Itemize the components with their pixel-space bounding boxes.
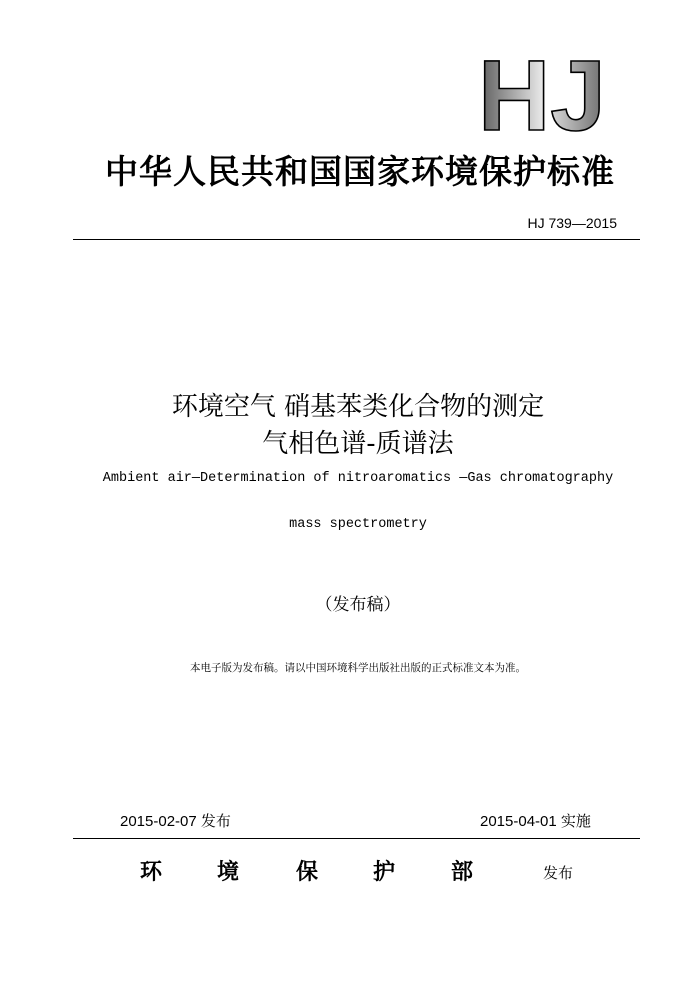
top-divider <box>73 239 640 240</box>
issuer-char: 环 <box>140 859 163 885</box>
english-title-line1: Ambient air—Determination of nitroaromatics —Gas chromatography <box>102 471 614 486</box>
issuer-suffix: 发布 <box>543 864 574 882</box>
issuer-char: 部 <box>451 859 474 885</box>
standard-number: HJ 739—2015 <box>527 215 617 231</box>
issuer-char: 保 <box>296 859 319 885</box>
chinese-title-line2: 气相色谱-质谱法 <box>262 429 454 459</box>
bottom-divider <box>73 838 640 839</box>
issue-date: 2015-02-07 发布 <box>120 813 231 830</box>
notice-text: 本电子版为发布稿。请以中国环境科学出版社出版的正式标准文本为准。 <box>190 662 526 674</box>
page-title: 中华人民共和国国家环境保护标准 <box>105 152 615 191</box>
issuer-char: 护 <box>373 859 396 885</box>
draft-label: （发布稿） <box>315 595 401 615</box>
english-title-line2: mass spectrometry <box>289 517 427 532</box>
hj-logo <box>478 50 608 138</box>
issuer-char: 境 <box>217 859 240 885</box>
implementation-date: 2015-04-01 实施 <box>480 813 591 830</box>
logo-text: HJ <box>478 50 606 138</box>
chinese-title-line1: 环境空气 硝基苯类化合物的测定 <box>171 392 545 422</box>
